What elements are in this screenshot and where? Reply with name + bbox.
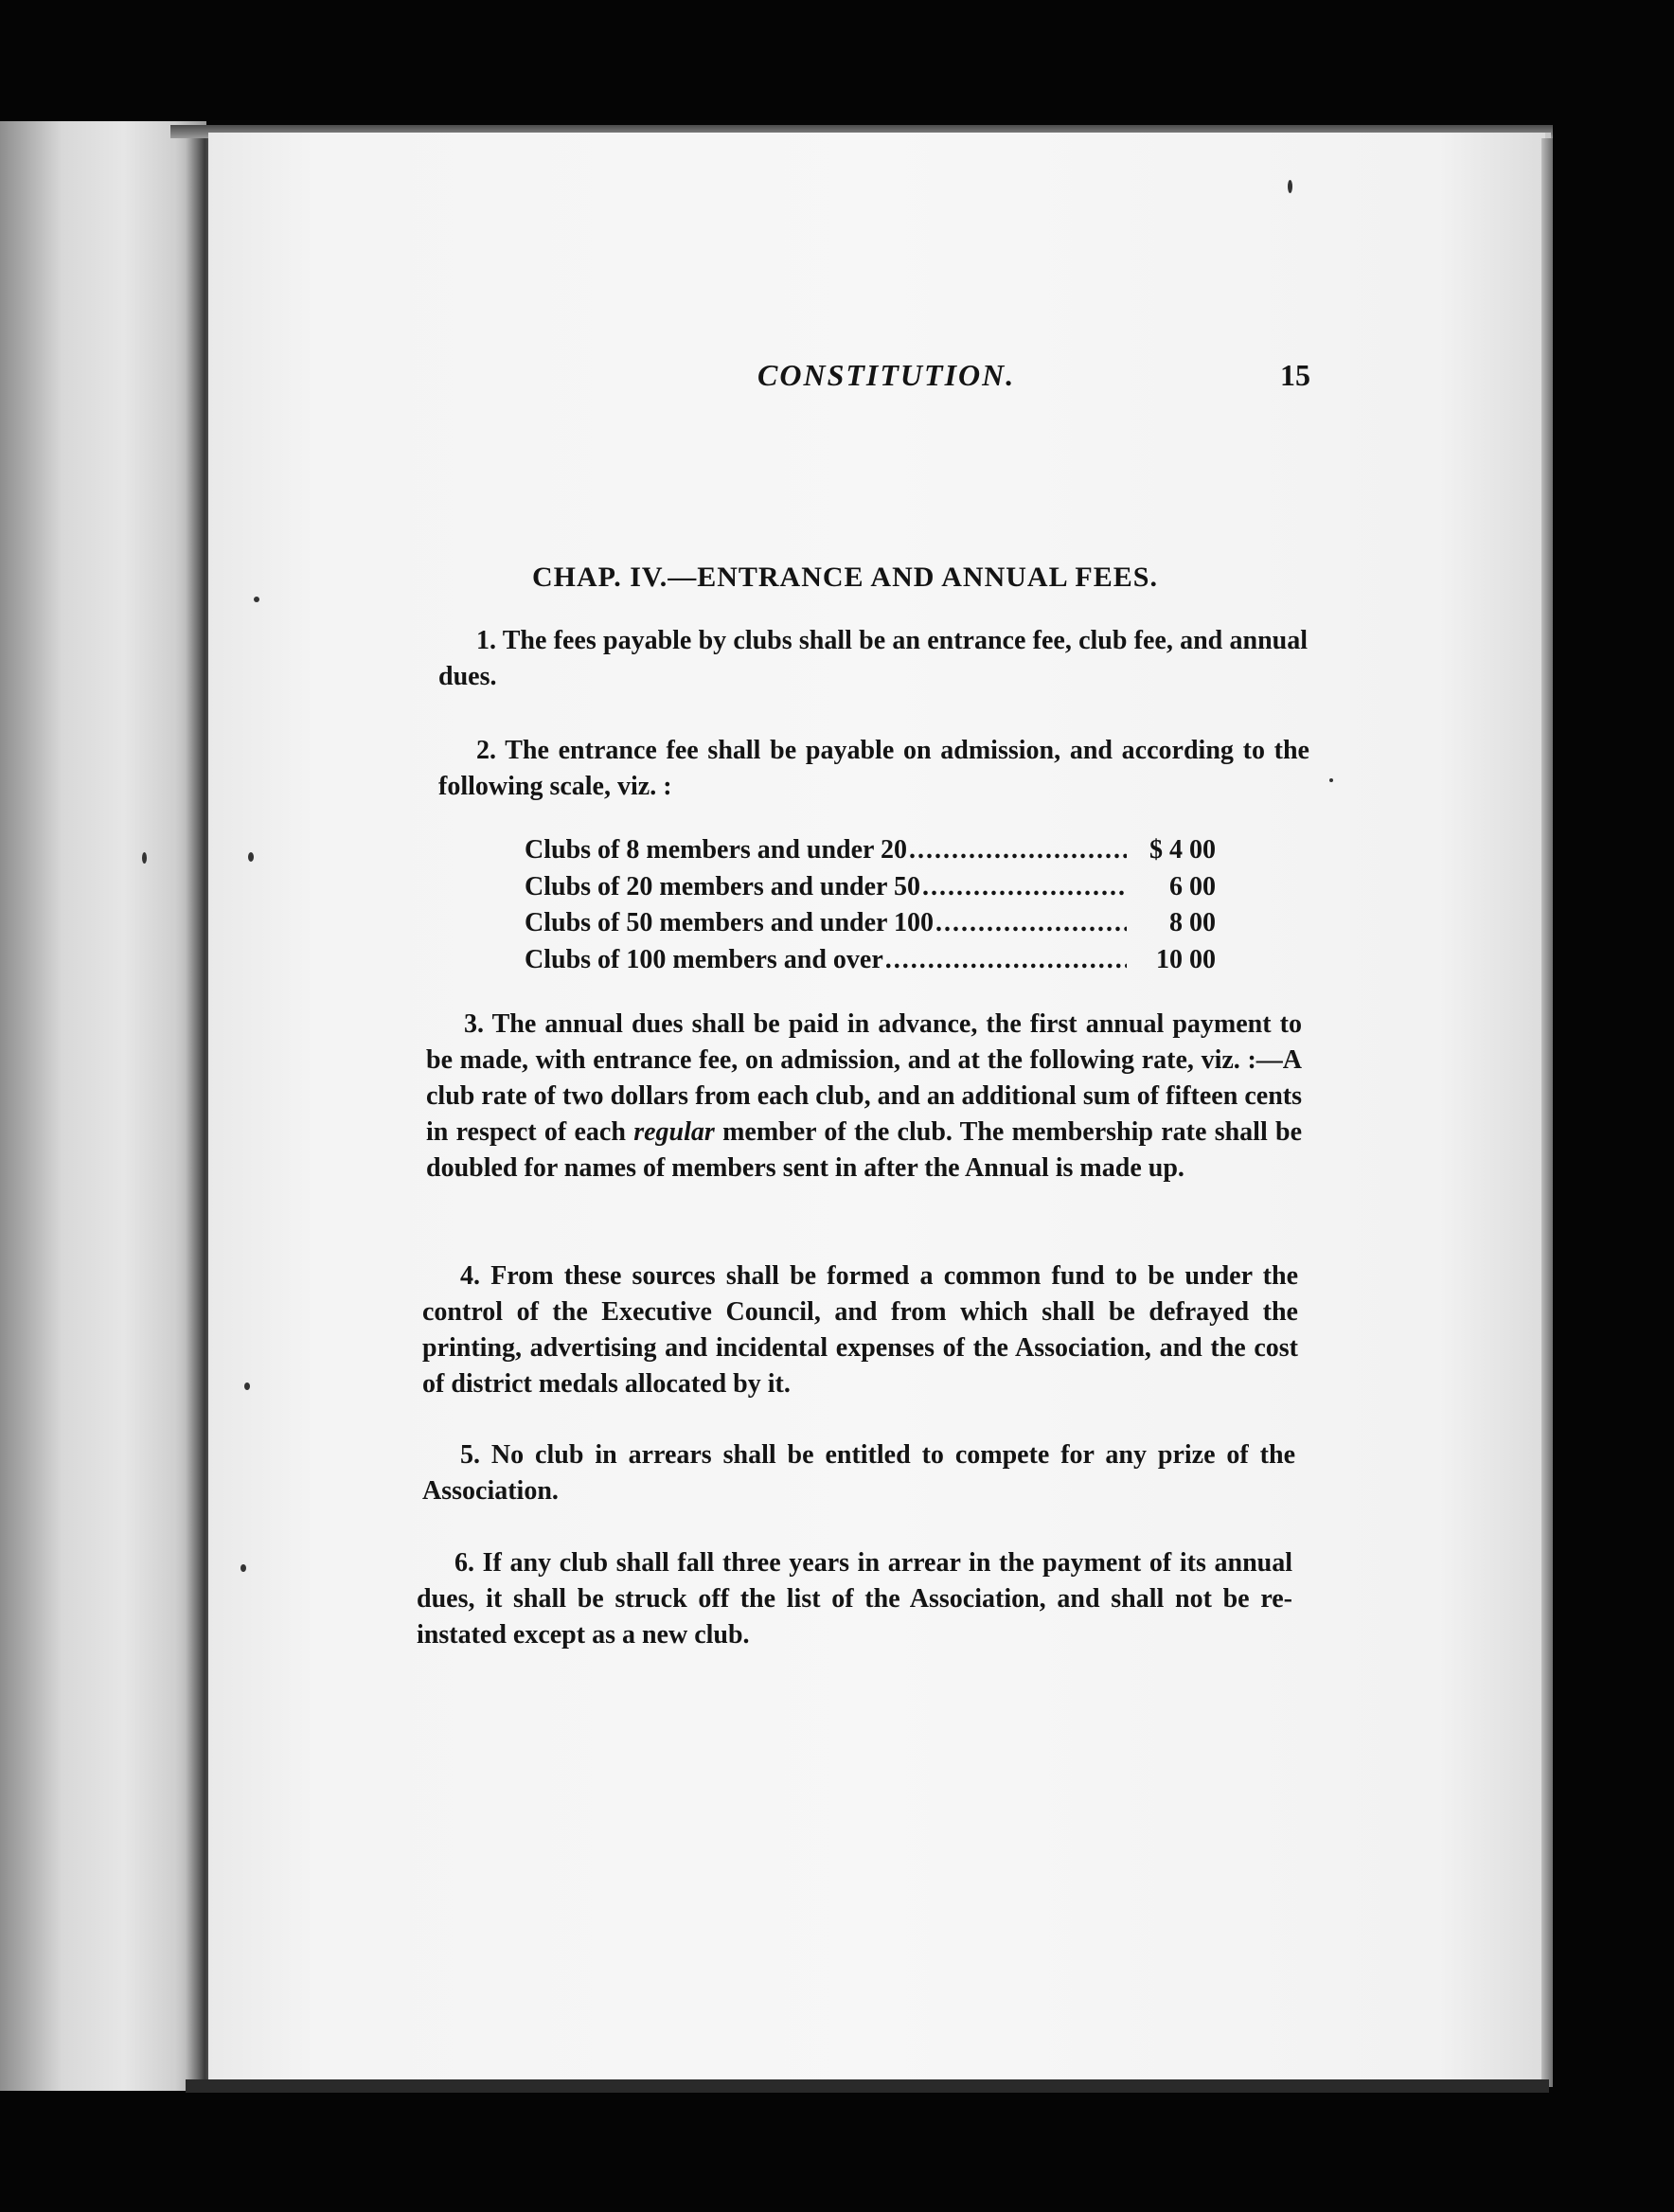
section-text: The entrance fee shall be payable on admission, and according to the following scale, viz. : <box>438 736 1309 801</box>
section-number: 4. <box>460 1261 480 1291</box>
running-head: CONSTITUTION. <box>757 358 1016 392</box>
section-1 <box>438 623 1308 695</box>
fee-amount <box>1129 872 1216 902</box>
section-number: 6. <box>454 1548 474 1578</box>
fee-label: Clubs of 50 members and under 100 <box>525 908 934 937</box>
entrance-fee-scale <box>525 835 1216 981</box>
scan-speck <box>254 597 259 602</box>
scan-speck <box>240 1564 246 1572</box>
section-5 <box>422 1437 1295 1509</box>
leader-dots <box>922 872 1127 902</box>
fee-row <box>525 908 1216 945</box>
leader-dots <box>935 908 1127 938</box>
fee-row <box>525 835 1216 872</box>
scan-speck <box>1329 778 1333 782</box>
section-number: 1. <box>476 626 496 655</box>
fee-value: 4 00 <box>1169 835 1216 865</box>
fee-value: 8 00 <box>1169 908 1216 937</box>
scan-speck <box>248 852 254 862</box>
leader-dots <box>909 835 1127 865</box>
fee-value: 6 00 <box>1169 871 1216 901</box>
section-number: 3. <box>464 1009 484 1039</box>
section-6 <box>417 1545 1292 1653</box>
fee-row <box>525 945 1216 982</box>
section-text: The fees payable by clubs shall be an entrance fee, club fee, and annual dues. <box>438 626 1308 691</box>
section-number: 5. <box>460 1440 480 1470</box>
scan-speck <box>142 852 147 864</box>
fee-label: Clubs of 8 members and under 20 <box>525 835 907 865</box>
page-number: 15 <box>1280 358 1310 392</box>
fee-value: 10 00 <box>1156 944 1216 974</box>
scan-speck <box>1288 180 1292 193</box>
fee-amount <box>1129 835 1216 865</box>
left-blank-page <box>0 121 206 2091</box>
section-number: 2. <box>476 736 496 765</box>
fee-label: Clubs of 20 members and under 50 <box>525 871 920 901</box>
fee-row <box>525 872 1216 909</box>
fee-label: Clubs of 100 members and over <box>525 944 883 974</box>
page-edge <box>1541 138 1553 2087</box>
page-bottom-edge <box>186 2079 1549 2093</box>
fee-amount <box>1129 945 1216 975</box>
leader-dots <box>885 945 1127 975</box>
scan-speck <box>244 1382 250 1390</box>
emphasized-word: regular <box>633 1117 715 1147</box>
chapter-title: CHAP. IV.—ENTRANCE AND ANNUAL FEES. <box>532 562 1158 593</box>
section-text: The annual dues shall be paid in advance, the first annual payment to be made, with entrance fee, on admission, and at the following rate, viz. :—A club rate of two dollars from each club, and an additional sum of fifteen cents in respect of each <box>426 1009 1302 1147</box>
fee-amount <box>1129 908 1216 938</box>
section-3 <box>426 1007 1302 1186</box>
section-text: member of the club. The membership rate shall be doubled for names of members sent in after the Annual is made up. <box>426 1117 1302 1183</box>
section-4 <box>422 1258 1298 1402</box>
section-text: From these sources shall be formed a common fund to be under the control of the Executive Council, and from which shall be defrayed the printing, advertising and incidental expenses of the Association, and the cost of district medals allocated by it. <box>422 1261 1298 1399</box>
section-2 <box>438 733 1309 805</box>
fee-currency: $ <box>1149 835 1163 865</box>
section-text: No club in arrears shall be entitled to compete for any prize of the Association. <box>422 1440 1295 1506</box>
section-text: If any club shall fall three years in arrear in the payment of its annual dues, it shall be struck off the list of the Association, and shall not be re-instated except as a new club. <box>417 1548 1293 1650</box>
